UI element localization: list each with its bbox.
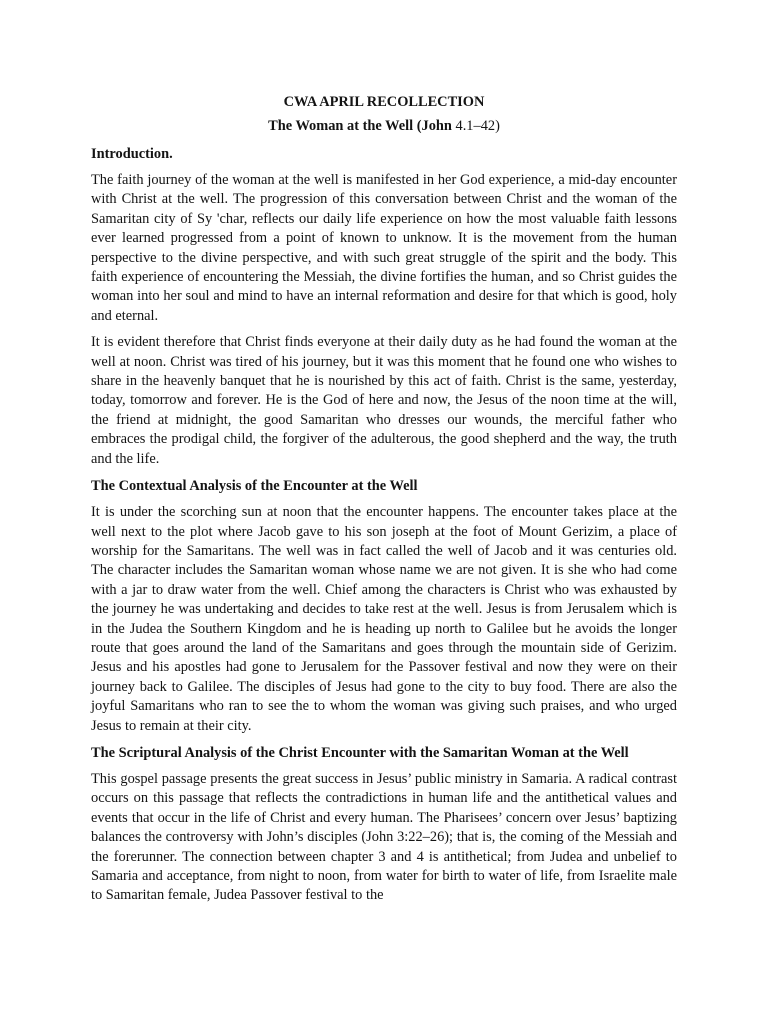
document-page <box>91 92 677 913</box>
subtitle-regular-part: 4.1–42) <box>451 118 500 134</box>
document-subtitle <box>91 116 677 136</box>
section-heading-scriptural-analysis: The Scriptural Analysis of the Christ Encounter with the Samaritan Woman at the Well <box>91 744 629 761</box>
document-title: CWA APRIL RECOLLECTION <box>283 94 485 110</box>
paragraph: It is under the scorching sun at noon that the encounter happens. The encounter takes place at the well next to the plot where Jacob gave to his son joseph at the foot of Mount Gerizim, a place of worship for the Samaritans. The well was in fact called the well of Jacob and it was centuries old. The character includes the Samaritan woman whose name we are not given. It is she who had come with a jar to draw water from the well. Chief among the characters is Christ who was exhausted by the journey he was undertaking and decides to take rest at the well. Jesus is from Jerusalem which is in the Judea the Southern Kingdom and he is heading up north to Galilee but he avoids the longer route that goes around the land of the Samaritans and goes through the mountain side of Gerizim. Jesus and his apostles had gone to Jerusalem for the Passover festival and now they were on their journey back to Galilee. The disciples of Jesus had gone to the city to buy food. There are also the joyful Samaritans who ran to see the to whom the woman was giving such praises, and who urged Jesus to remain at their city. <box>91 504 677 734</box>
paragraph: It is evident therefore that Christ finds everyone at their daily duty as he had found the woman at the well at noon. Christ was tired of his journey, but it was this moment that he found one who wishes to share in the heavenly banquet that he is nourished by this act of faith. Christ is the same, yesterday, today, tomorrow and forever. He is the God of here and now, the Jesus of the noon time at the will, the friend at midnight, the good Samaritan who dresses our wounds, the merciful father who embraces the prodigal child, the forgiver of the adulterous, the good shepherd and the way, the truth and the life. <box>91 334 677 467</box>
paragraph: The faith journey of the woman at the well is manifested in her God experience, a mid-day encounter with Christ at the well. The progression of this conversation between Christ and the woman of the Samaritan city of Sy 'char, reflects our daily life experience on how the most valuable faith lessons ever learned progressed from a point of known to unknow. It is the movement from the human perspective to the divine perspective, and with such great struggle of the spirit and the body. This faith experience of encountering the Messiah, the divine fortifies the human, and so Christ guides the woman into her soul and mind to have an internal reformation and desire for that which is good, holy and eternal. <box>91 172 677 324</box>
subtitle-bold-part: The Woman at the Well (John <box>268 118 452 134</box>
paragraph: This gospel passage presents the great success in Jesus’ public ministry in Samaria. A radical contrast occurs on this passage that reflects the contradictions in human life and the antithetical values and events that occur in the life of Christ and every human. The Pharisees’ concern over Jesus’ baptizing balances the controversy with John’s disciples (John 3:22–26); that is, the coming of the Messiah and the forerunner. The connection between chapter 3 and 4 is antithetical; from Judea and unbelief to Samaria and acceptance, from night to noon, from water for birth to water of life, from Israelite male to Samaritan female, Judea Passover festival to the <box>91 770 677 904</box>
section-heading-introduction: Introduction. <box>91 146 173 162</box>
section-heading-contextual-analysis: The Contextual Analysis of the Encounter at the Well <box>91 478 418 495</box>
